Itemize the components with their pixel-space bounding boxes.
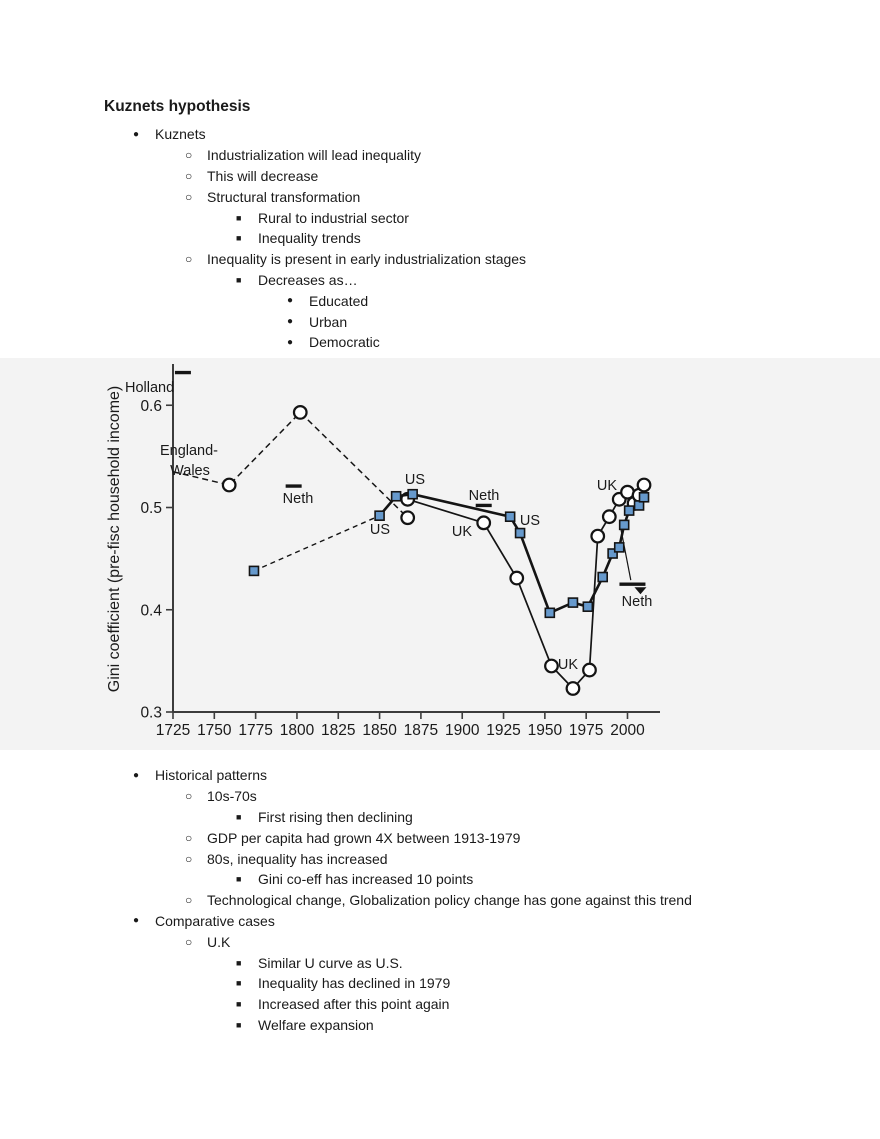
y-tick-label: 0.5 [140, 500, 162, 517]
outline-item [236, 1015, 692, 1036]
y-tick-label: 0.6 [140, 397, 162, 415]
outline-text: 10s-70s [207, 788, 257, 805]
outline-text: Historical patterns [155, 767, 268, 784]
outline-item [185, 145, 526, 166]
outline-item [185, 786, 692, 807]
outline-text: Gini co-eff has increased 10 points [258, 871, 474, 888]
outline-text: Urban [309, 313, 348, 330]
outline-item [185, 890, 692, 911]
bullet-marker-icon: ● [287, 295, 294, 307]
series-us-point [620, 520, 629, 529]
series-uk-point [545, 660, 558, 673]
outline-text: Kuznets [155, 126, 206, 143]
bullet-marker-icon: ● [133, 915, 140, 927]
series-uk-point [638, 479, 651, 492]
x-tick-label: 1725 [155, 722, 191, 739]
bullet-marker-icon: ■ [236, 811, 242, 822]
outline-text: Technological change, Globalization policy change has gone against this trend [207, 892, 692, 909]
bullet-marker-icon: ● [133, 128, 140, 140]
outline-text: GDP per capita had grown 4X between 1913-1979 [207, 829, 521, 846]
x-tick-label: 1875 [403, 722, 439, 739]
series-us-point [568, 598, 577, 607]
outline-section-top [104, 124, 526, 353]
x-tick-label: 1775 [238, 722, 273, 739]
chart-label-us: US [519, 513, 541, 529]
outline-item [133, 124, 526, 145]
bullet-marker-icon: ○ [185, 893, 193, 908]
outline-text: Rural to industrial sector [258, 209, 409, 226]
x-tick-label: 1925 [486, 722, 521, 739]
series-england-wales-point [401, 511, 414, 524]
chart-label-holland: Holland [125, 380, 175, 396]
chart-label-neth: Neth [468, 488, 500, 504]
outline-item [236, 270, 526, 291]
bullet-marker-icon: ○ [185, 851, 193, 866]
x-tick-label: 1825 [321, 722, 356, 739]
bullet-marker-icon: ● [287, 336, 294, 348]
chart-label-uk: UK [557, 657, 579, 673]
outline-item [185, 931, 692, 952]
bullet-marker-icon: ○ [185, 168, 193, 183]
chart-label-england: England- [159, 443, 219, 459]
annotation-neth-pointer [621, 529, 631, 580]
outline-text: Inequality has declined in 1979 [258, 975, 451, 992]
chart-label-us: US [404, 472, 426, 488]
bullet-marker-icon: ■ [236, 1019, 242, 1030]
bullet-marker-icon: ○ [185, 934, 193, 949]
series-us-point [545, 608, 554, 617]
x-tick-label: 1800 [279, 722, 315, 739]
outline-item [185, 166, 526, 187]
bullet-marker-icon: ● [287, 316, 294, 328]
bullet-marker-icon: ■ [236, 978, 242, 989]
outline-item [236, 207, 526, 228]
bullet-marker-icon: ■ [236, 274, 242, 285]
series-uk-point [591, 530, 604, 543]
outline-text: Increased after this point again [258, 996, 450, 1013]
outline-item [185, 848, 692, 869]
series-us-point [583, 602, 592, 611]
outline-item [236, 994, 692, 1015]
x-tick-label: 1900 [444, 722, 480, 739]
bullet-marker-icon: ○ [185, 148, 193, 163]
outline-text: Educated [309, 292, 369, 309]
y-axis-title: Gini coefficient (pre-fisc household income) [106, 385, 123, 693]
outline-text: Inequality trends [258, 230, 361, 247]
outline-item [236, 952, 692, 973]
series-uk-point [477, 517, 490, 530]
chart-label-neth: Neth [282, 491, 314, 507]
gini-coefficient-chart [100, 358, 690, 750]
outline-text: Democratic [309, 334, 380, 351]
series-uk-point [510, 572, 523, 585]
outline-item [185, 186, 526, 207]
x-tick-label: 1975 [568, 722, 604, 739]
y-tick-label: 0.4 [140, 602, 162, 620]
bullet-marker-icon: ○ [185, 789, 193, 804]
bullet-marker-icon: ○ [185, 830, 193, 845]
series-us-point [506, 512, 515, 521]
outline-text: U.K [207, 933, 231, 950]
outline-item [236, 228, 526, 249]
y-tick-label: 0.3 [140, 704, 162, 722]
series-us-point [375, 511, 384, 520]
outline-text: 80s, inequality has increased [207, 850, 388, 867]
outline-text: First rising then declining [258, 808, 413, 825]
series-uk-point [567, 682, 580, 695]
outline-item [236, 973, 692, 994]
series-uk-point [583, 664, 596, 677]
series-us-point [625, 506, 634, 515]
outline-text: Inequality is present in early industrialization stages [207, 251, 527, 268]
series-us-point [408, 490, 417, 499]
outline-section-bottom [104, 765, 692, 1035]
series-england-wales-point [294, 406, 307, 419]
bullet-marker-icon: ● [133, 769, 140, 781]
outline-item [185, 249, 526, 270]
bullet-marker-icon: ■ [236, 874, 242, 885]
series-us-point [516, 529, 525, 538]
outline-item [287, 311, 526, 332]
series-us-point [598, 573, 607, 582]
bullet-marker-icon: ■ [236, 233, 242, 244]
outline-item [287, 290, 526, 311]
series-us-point [640, 493, 649, 502]
outline-text: Structural transformation [207, 188, 361, 205]
outline-item [133, 765, 692, 786]
outline-text: Comparative cases [155, 912, 275, 929]
outline-text: Similar U curve as U.S. [258, 954, 403, 971]
page-title: Kuznets hypothesis [104, 98, 251, 115]
outline-text: Industrialization will lead inequality [207, 147, 422, 164]
bullet-marker-icon: ○ [185, 252, 193, 267]
chart-label-neth: Neth [621, 594, 653, 610]
outline-text: This will decrease [207, 167, 319, 184]
x-tick-label: 1750 [197, 722, 232, 739]
series-us-point [615, 543, 624, 552]
chart-band [0, 358, 880, 750]
outline-item [236, 869, 692, 890]
outline-item [236, 807, 692, 828]
outline-item [185, 827, 692, 848]
series-us-point [392, 492, 401, 501]
outline-item [133, 911, 692, 932]
series-england-wales-point [223, 479, 236, 492]
outline-item [287, 332, 526, 353]
chart-label-uk: UK [451, 524, 473, 540]
series-uk-point [603, 510, 616, 523]
outline-text: Decreases as… [258, 271, 358, 288]
x-tick-label: 1950 [527, 722, 563, 739]
bullet-marker-icon: ■ [236, 957, 242, 968]
outline-text: Welfare expansion [258, 1016, 374, 1033]
bullet-marker-icon: ■ [236, 999, 242, 1010]
chart-label-us: US [369, 522, 391, 538]
chart-label-uk: UK [596, 478, 618, 494]
chart-label-wales: Wales [170, 463, 210, 479]
x-tick-label: 2000 [610, 722, 645, 739]
x-tick-label: 1850 [362, 722, 397, 739]
bullet-marker-icon: ○ [185, 189, 193, 204]
bullet-marker-icon: ■ [236, 212, 242, 223]
series-us-line-dashed [254, 516, 380, 571]
series-us-point [249, 566, 258, 575]
